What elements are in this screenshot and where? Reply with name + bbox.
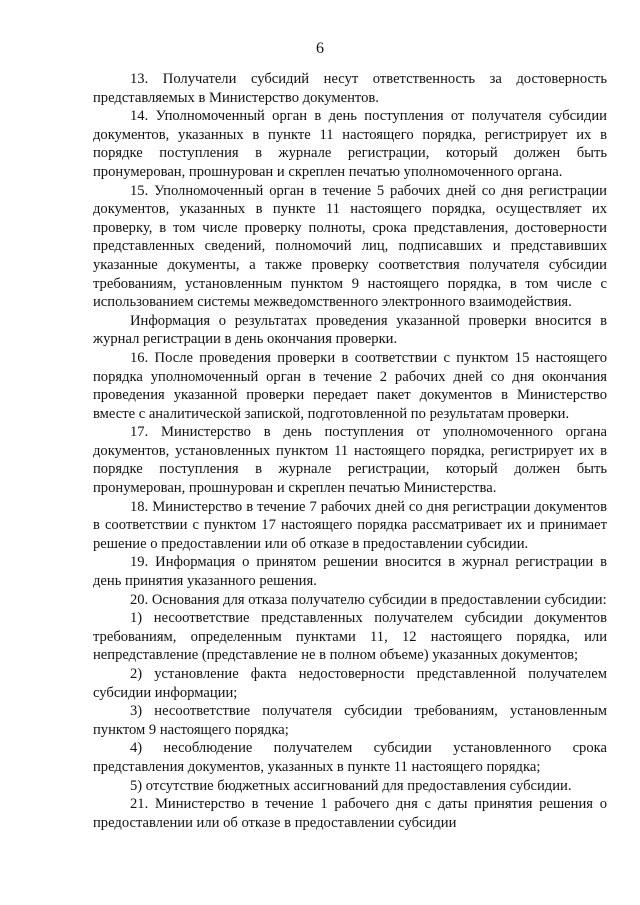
paragraph-17: 17. Министерство в день поступления от уполномоченного органа документов, установленных пунктом 11 настоящего порядка, регистрирует их в порядке поступления в журнале регистрации, который должен быть пронумерован, прошнурован и скреплен печатью Министерства. bbox=[93, 424, 607, 497]
paragraph-20: 20. Основания для отказа получателю субсидии в предоставлении субсидии: bbox=[130, 591, 607, 608]
paragraph-20-item-5: 5) отсутствие бюджетных ассигнований для предоставления субсидии. bbox=[130, 777, 572, 794]
paragraph-16: 16. После проведения проверки в соответствии с пунктом 15 настоящего порядка уполномоченный орган в течение 2 рабочих дней со дня окончания проведения указанной проверки передает пакет документов в Министерство вместе с аналитической запиской, подготовленной по результатам проверки. bbox=[93, 349, 607, 422]
document-body bbox=[93, 70, 607, 832]
paragraph-15-info: Информация о результатах проведения указанной проверки вносится в журнал регистрации в день окончания проверки. bbox=[93, 312, 607, 348]
paragraph-14: 14. Уполномоченный орган в день поступления от получателя субсидии документов, указанных в пункте 11 настоящего порядка, регистрирует их в порядке поступления в журнале регистрации, который должен быть пронумерован, прошнурован и скреплен печатью уполномоченного органа. bbox=[93, 108, 607, 180]
page-number: 6 bbox=[316, 40, 324, 57]
paragraph-20-item-1: 1) несоответствие представленных получателем субсидии документов требованиям, определенным пунктами 11, 12 настоящего порядка, или непредставление (представление не в полном объеме) указанных документов; bbox=[93, 610, 607, 664]
paragraph-15: 15. Уполномоченный орган в течение 5 рабочих дней со дня регистрации документов, указанных в пункте 11 настоящего порядка, осуществляет их проверку, в том числе проверку полноты, срока представления, достоверности представленных сведений, полномочий лиц, подписавших и представивших указанные документы, а также проверку соответствия получателя субсидии требованиям, установленным пунктом 9 настоящего порядка, в том числе с использованием системы межведомственного электронного взаимодействия. bbox=[93, 182, 607, 311]
paragraph-20-item-4: 4) несоблюдение получателем субсидии установленного срока представления документов, указанных в пункте 11 настоящего порядка; bbox=[93, 740, 607, 775]
paragraph-18: 18. Министерство в течение 7 рабочих дней со дня регистрации документов в соответствии с пунктом 17 настоящего порядка рассматривает их и принимает решение о предоставлении или об отказе в предоставлении субсидии. bbox=[93, 498, 607, 552]
paragraph-20-item-3: 3) несоответствие получателя субсидии требованиям, установленным пунктом 9 настоящего порядка; bbox=[93, 703, 607, 738]
paragraph-13: 13. Получатели субсидий несут ответственность за достоверность представляемых в Министерство документов. bbox=[93, 71, 607, 106]
paragraph-21: 21. Министерство в течение 1 рабочего дня с даты принятия решения о предоставлении или об отказе в предоставлении субсидии bbox=[93, 796, 607, 831]
paragraph-20-item-2: 2) установление факта недостоверности представленной получателем субсидии информации; bbox=[93, 666, 607, 701]
paragraph-19: 19. Информация о принятом решении вносится в журнал регистрации в день принятия указанного решения. bbox=[93, 554, 607, 590]
